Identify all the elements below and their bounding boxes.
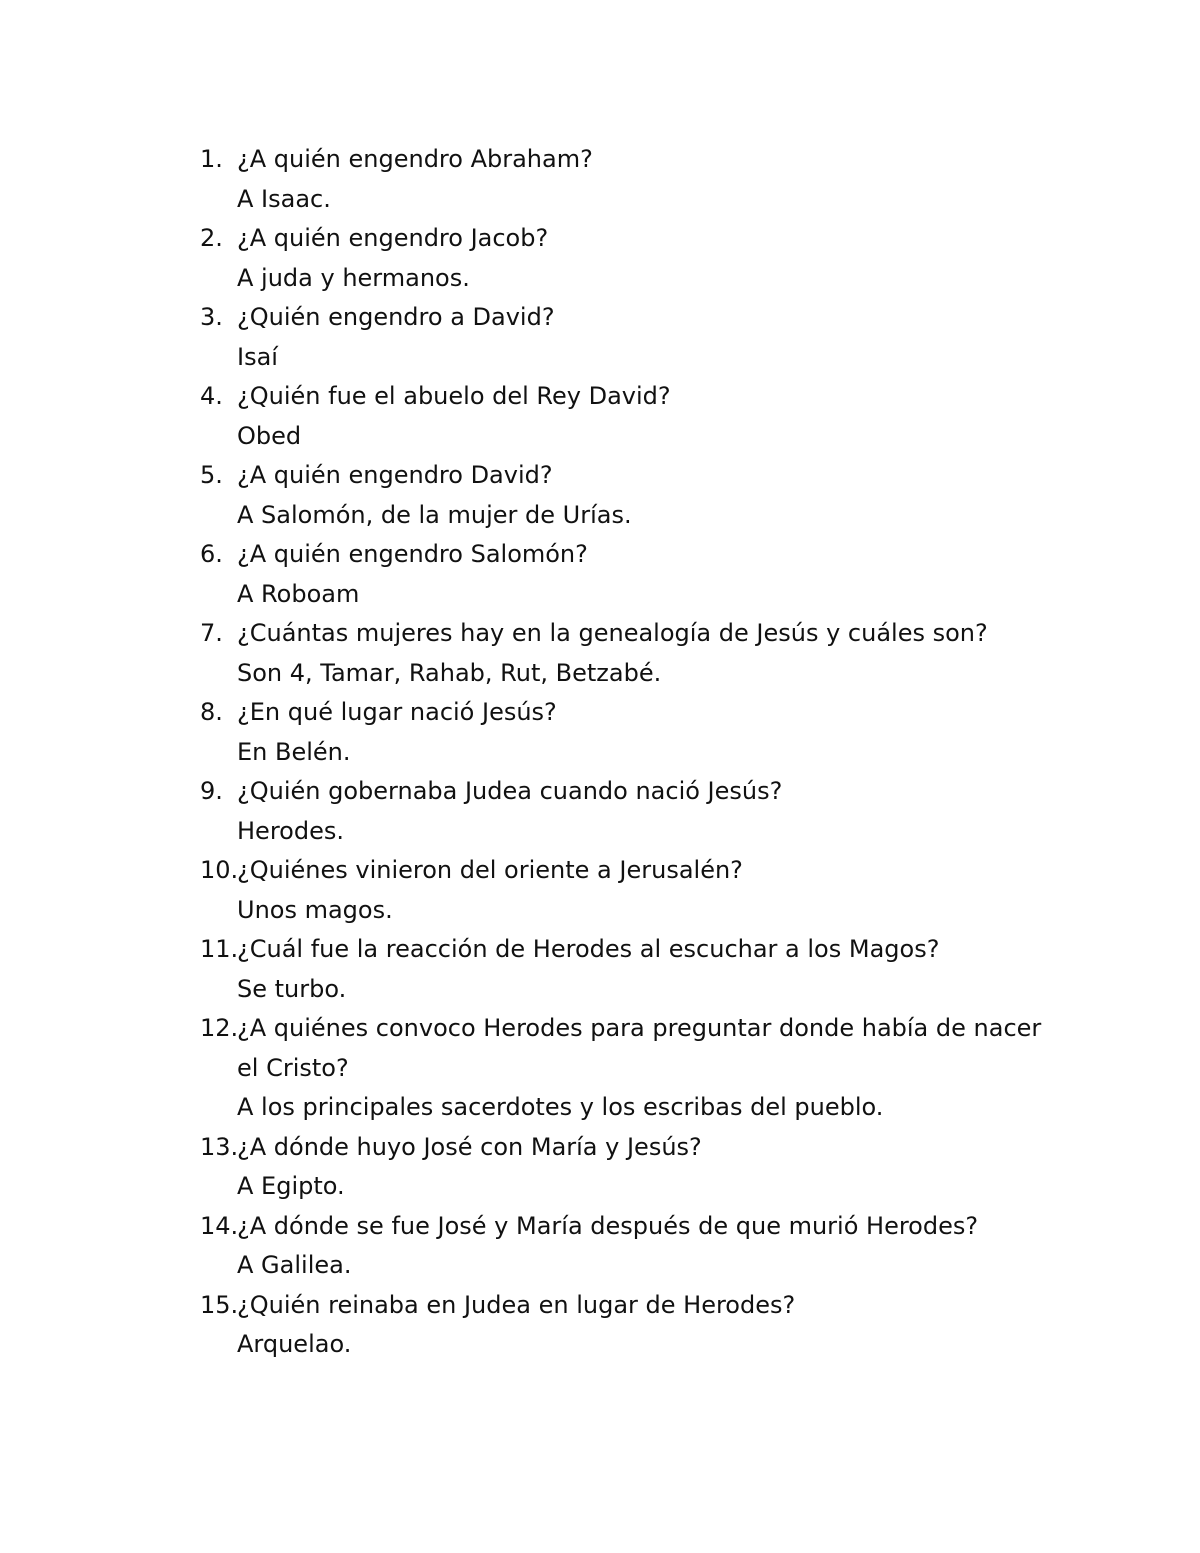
qa-item [200,851,1060,930]
item-number: 15. [200,1290,239,1319]
item-number: 3. [200,303,223,331]
item-body [237,219,1060,298]
answer-text: A Egipto. [237,1172,345,1200]
item-number: 7. [200,619,223,647]
question-text: ¿Quién reinaba en Judea en lugar de Herodes? [237,1290,796,1319]
question-text: ¿A quién engendro Jacob? [237,224,549,252]
qa-item [200,298,1060,377]
qa-list [200,140,1060,1365]
question-text: ¿A quién engendro Salomón? [237,540,588,568]
qa-item [200,614,1060,693]
qa-item [200,693,1060,772]
qa-item [200,377,1060,456]
item-body [237,377,1060,456]
question-text: ¿Cuántas mujeres hay en la genealogía de Jesús y cuáles son? [237,619,988,647]
answer-text: Obed [237,421,302,450]
item-number: 10. [200,856,239,884]
item-body [237,535,1060,614]
question-text: ¿A dónde se fue José y María después de que murió Herodes? [237,1211,979,1240]
answer-text: A Galilea. [237,1251,352,1279]
answer-text: Se turbo. [237,974,347,1003]
item-number: 1. [200,145,223,173]
answer-text: Arquelao. [237,1330,352,1358]
item-body [237,693,1060,772]
qa-item [200,772,1060,851]
item-number: 5. [200,461,223,489]
item-body [237,298,1060,377]
item-body [237,930,1060,1009]
item-body [237,772,1060,851]
answer-text: Herodes. [237,816,344,845]
item-body [237,1009,1060,1128]
item-body [237,1207,1060,1286]
item-number: 8. [200,698,223,726]
question-text: ¿En qué lugar nació Jesús? [237,698,557,726]
qa-item [200,1128,1060,1207]
answer-text: A Isaac. [237,184,331,213]
question-text: ¿A quién engendro David? [237,461,553,489]
answer-text: A Roboam [237,579,360,608]
question-text: ¿Quién engendro a David? [237,303,555,331]
question-text: ¿Cuál fue la reacción de Herodes al escuchar a los Magos? [237,935,940,963]
qa-item [200,140,1060,219]
item-number: 11. [200,935,239,963]
question-text: ¿Quiénes vinieron del oriente a Jerusalén? [237,856,743,884]
answer-text: Unos magos. [237,895,393,924]
qa-item [200,1207,1060,1286]
answer-text: En Belén. [237,737,351,766]
item-body [237,851,1060,930]
question-text: ¿A dónde huyo José con María y Jesús? [237,1132,702,1161]
item-number: 4. [200,382,223,410]
item-body [237,614,1060,693]
answer-text: A los principales sacerdotes y los escribas del pueblo. [237,1093,884,1121]
item-number: 6. [200,540,223,568]
item-number: 12. [200,1014,239,1042]
item-number: 13. [200,1132,239,1161]
question-text: ¿Quién gobernaba Judea cuando nació Jesús? [237,777,783,805]
item-number: 9. [200,777,223,805]
question-text: ¿A quiénes convoco Herodes para preguntar donde había de nacer el Cristo? [237,1014,1042,1082]
answer-text: A Salomón, de la mujer de Urías. [237,500,632,529]
qa-item [200,930,1060,1009]
answer-text: Isaí [237,342,278,371]
question-text: ¿Quién fue el abuelo del Rey David? [237,382,671,410]
item-body [237,140,1060,219]
qa-item [200,456,1060,535]
answer-text: Son 4, Tamar, Rahab, Rut, Betzabé. [237,658,662,687]
item-body [237,1286,1060,1365]
item-body [237,1128,1060,1207]
qa-item [200,1286,1060,1365]
qa-item [200,219,1060,298]
qa-item [200,1009,1060,1128]
question-text: ¿A quién engendro Abraham? [237,145,593,173]
item-number: 2. [200,224,223,252]
qa-item [200,535,1060,614]
item-number: 14. [200,1211,239,1240]
item-body [237,456,1060,535]
answer-text: A juda y hermanos. [237,263,470,292]
